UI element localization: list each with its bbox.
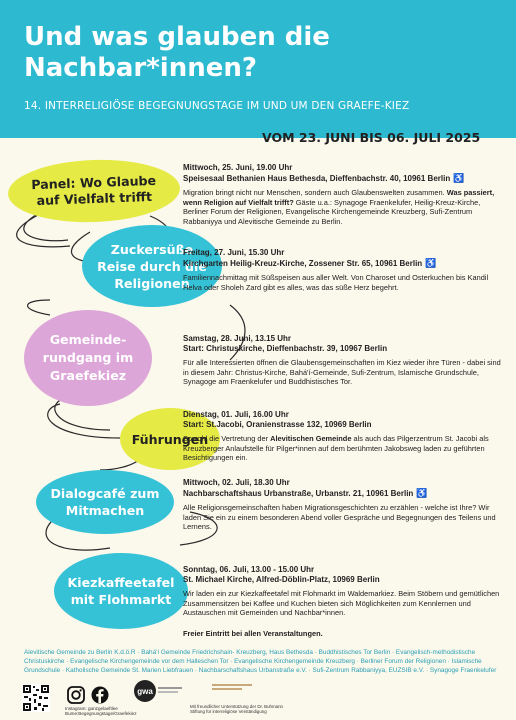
event-dialogcafe (183, 478, 503, 532)
blob-kiezkaffeetafel-label: Kiezkaffeetafel mit Flohmarkt (67, 575, 175, 607)
event-fuehrungen-when: Dienstag, 01. Juli, 16.00 Uhr (183, 410, 289, 419)
event-gemeinderundgang-where: Start: Christuskirche, Dieffenbachstr. 39, 10967 Berlin (183, 344, 388, 353)
event-panel (183, 163, 503, 226)
event-dates: VOM 23. JUNI BIS 06. JULI 2025 (262, 130, 481, 145)
gwa-logo-tagline-2 (158, 691, 178, 693)
event-gemeinderundgang (183, 334, 503, 387)
sponsor-caption: Mit freundlicher Unterstützung der Dr. Buhmann Stiftung für interreligiöse Verständigung (190, 704, 283, 715)
event-panel-desc: Migration bringt nicht nur Menschen, sondern auch Glaubenswelten zusammen. Was passiert, wenn Religion auf Vielfalt trifft? Gäste u.a.: Synagoge Fraenkelufer, Heilig-Kreuz-Kirche, Berliner Forum der Religionen, Evangelische Kirchengemeinde Kreuzberg, Sufi-Zentrum Rabbaniyya und Alevitische Gemeinde zu Berlin. (183, 188, 495, 226)
wheelchair-icon: ♿ (453, 173, 465, 183)
event-dialogcafe-when: Mittwoch, 02. Juli, 18.30 Uhr (183, 478, 290, 487)
gwa-logo-label: gwa (137, 686, 153, 696)
facebook-icon[interactable] (91, 686, 109, 704)
free-entry-note: Freier Eintritt bei allen Veranstaltungen. (183, 629, 323, 638)
event-panel-when: Mittwoch, 25. Juni, 19.00 Uhr (183, 163, 293, 172)
event-panel-where: Speisesaal Bethanien Haus Bethesda, Dieffenbachstr. 40, 10961 Berlin ♿ (183, 173, 465, 183)
blob-gemeinderundgang (24, 310, 152, 406)
blob-kiezkaffeetafel (54, 553, 188, 629)
event-fuehrungen (183, 410, 503, 463)
event-fuehrungen-where: Start: St.Jacobi, Oranienstrasse 132, 10969 Berlin (183, 420, 372, 429)
event-zuckersuesse-desc: Familiennachmittag mit Süßspeisen aus aller Welt. Von Charoset und Osterkuchen bis Kandil Helva oder Sholeh Zard gibt es alles, was das süße Herz begehrt. (183, 273, 489, 292)
blob-fuehrungen-label: Führungen (131, 431, 209, 447)
partners-list: Alevitische Gemeinde zu Berlin K.d.ö.R · Bahá'í Gemeinde Friedrichshain- Kreuzberg, Haus Bethesda · Buddhistisches Tor Berlin · Evangelisch-methodistische Christuskirche · Evangelische Kirchengemeinde vor dem Halleschen Tor · Evangelische Kirchengemeinde Kreuzberg · Berliner Forum der Religionen · Islamische Grundschule · Katholische Gemeinde St. Marien Liebfrauen · Nachbarschaftshaus Urbanstraße e.V. · Sufi-Zentrum Rabbaniyya, EUZSIB e.V. · Synagoge Fraenkelufer (24, 649, 497, 674)
blob-dialogcafe-label: Dialogcafé zum Mitmachen (50, 486, 160, 518)
blob-zuckersuesse-label: Zuckersüße Reise durch die Religionen (97, 241, 207, 291)
event-kiezkaffeetafel-when: Sonntag, 06. Juli, 13.00 - 15.00 Uhr (183, 565, 315, 574)
blob-panel-label: Panel: Wo Glaube auf Vielfalt trifft (31, 172, 157, 209)
page-title: Und was glauben die Nachbar*innen? (24, 22, 330, 83)
event-fuehrungen-desc: Sowohl die Vertretung der Alevitischen Gemeinde als auch das Pilgerzentrum St. Jacobi als Kreuzberger Anlaufstelle für Pilger*innen auf dem berühmten Jakobsweg laden zu geführten Besichtigungen ein. (183, 434, 489, 463)
event-gemeinderundgang-when: Samstag, 28. Juni, 13.15 Uhr (183, 334, 292, 343)
social-caption: Instagram: ganzgelaeftlee Bume:Begegnungstage/Graefekiez (65, 706, 137, 717)
event-zuckersuesse-where: Kirchgarten Heilig-Kreuz-Kirche, Zossener Str. 65, 10961 Berlin ♿ (183, 258, 437, 268)
wheelchair-icon: ♿ (425, 258, 437, 268)
stiftung-logo (212, 684, 256, 694)
blob-gemeinderundgang-label: Gemeinde-rundgang im Graefekiez (42, 332, 134, 383)
gwa-logo-tagline (158, 687, 182, 689)
event-zuckersuesse (183, 248, 503, 292)
qr-code-icon (22, 684, 50, 712)
blob-dialogcafe (36, 470, 174, 534)
gwa-logo (134, 680, 156, 702)
event-zuckersuesse-when: Freitag, 27. Juni, 15.30 Uhr (183, 248, 285, 257)
wheelchair-icon: ♿ (416, 488, 428, 498)
instagram-icon[interactable] (67, 686, 85, 704)
page-subtitle: 14. INTERRELIGIÖSE BEGEGNUNGSTAGE IM UND UM DEN GRAEFE-KIEZ (24, 100, 410, 112)
event-dialogcafe-desc: Alle Religionsgemeinschaften haben Migrationsgeschichten zu erzählen - welche ist Ihre? Wir laden Sie ein zu einem besonderen Abend voller Gespräche und Begegnungen des Teilens und Lernens. (183, 503, 496, 532)
event-dialogcafe-where: Nachbarschaftshaus Urbanstraße, Urbanstr. 21, 10961 Berlin ♿ (183, 488, 428, 498)
event-kiezkaffeetafel-desc: Wir laden ein zur Kiezkaffeetafel mit Flohmarkt im Waldemarkiez. Beim Stöbern und gemütlichen Zusammensitzen bei Kaffee und Kuchen bieten sich Möglichkeiten zum Kennlernen und Austauschen mit Gemeinden und Nachbar*innen. (183, 589, 500, 618)
event-gemeinderundgang-desc: Für alle Interessierten öffnen die Glaubensgemeinschaften im Kiez wieder ihre Türen - dabei sind in diesem Jahr: Christus-Kirche, Bahá'í-Gemeinde, Sufi-Zentrum, Islamische Grundschule, Synagoge am Fraenkelufer und Buddhistisches Tor. (183, 358, 501, 387)
event-kiezkaffeetafel-where: St. Michael Kirche, Alfred-Döblin-Platz, 10969 Berlin (183, 575, 380, 584)
event-kiezkaffeetafel (183, 565, 503, 618)
footer (0, 680, 516, 720)
